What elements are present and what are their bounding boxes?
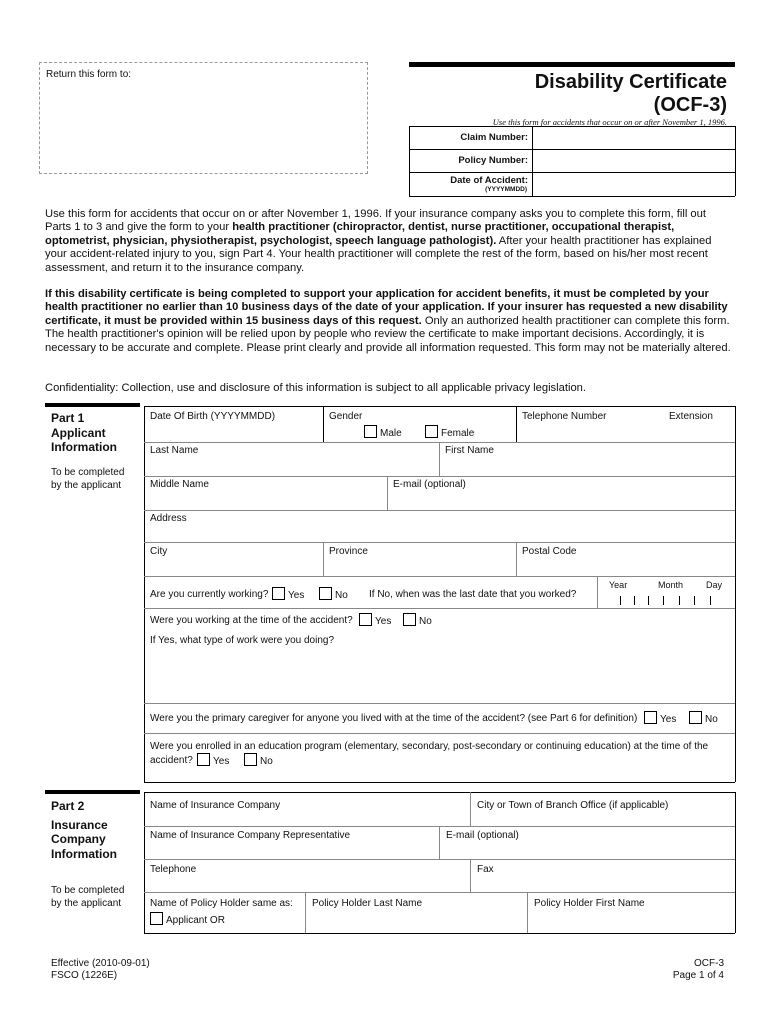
requirements-text: Only an authorized health practitioner can complete this form. The health practitioner's opinion will be relied upon by people who review the certificate to make important decisions. Accordingly, it is necessary to be accurate and complete. Please print clearly and provide all information requested. This form may not be materially altered. [45, 314, 731, 354]
no-label: No [705, 714, 718, 725]
title-bar [409, 62, 735, 67]
divider [144, 406, 145, 782]
divider [144, 792, 145, 933]
divider [144, 703, 735, 704]
female-checkbox[interactable] [425, 425, 438, 438]
divider [735, 792, 736, 933]
date-of-accident-field[interactable] [535, 174, 732, 194]
education-question: Were you enrolled in an education program (elementary, secondary, post-secondary or continuing education) at the time of the [150, 741, 709, 752]
divider [144, 542, 735, 543]
yes-label: Yes [288, 590, 305, 601]
part1-bar [45, 403, 140, 407]
date-of-accident-label: Date of Accident: [450, 175, 528, 186]
middle-name-label: Middle Name [150, 479, 209, 490]
divider [387, 476, 388, 510]
return-address-box [39, 62, 368, 174]
form-title: Disability Certificate [534, 71, 727, 93]
no-label: No [335, 590, 348, 601]
claim-number-label: Claim Number: [460, 132, 528, 143]
working-at-accident-yes[interactable] [359, 613, 391, 627]
divider [144, 476, 735, 477]
intro-paragraph [45, 208, 731, 275]
intro-text-bold: health practitioner (chiropractor, dentist, nurse practitioner, occupational therapist, optometrist, physician, physiotherapist, psychologist, speech language pathologist). [45, 221, 675, 247]
no-label: No [419, 616, 432, 627]
policy-number-label: Policy Number: [458, 155, 528, 166]
yes-checkbox[interactable] [644, 711, 657, 724]
yes-checkbox[interactable] [359, 613, 372, 626]
address-label: Address [150, 513, 187, 524]
male-checkbox[interactable] [364, 425, 377, 438]
claim-number-field[interactable] [535, 128, 732, 148]
divider [597, 576, 598, 608]
divider [144, 792, 735, 793]
no-label: No [260, 756, 273, 767]
applicant-or-label: Applicant OR [166, 915, 225, 926]
male-option[interactable] [364, 425, 402, 439]
no-checkbox[interactable] [319, 587, 332, 600]
first-name-label: First Name [445, 445, 494, 456]
part2-title [51, 799, 117, 861]
type-of-work-field[interactable] [147, 648, 732, 700]
divider [323, 406, 324, 442]
fsco-code: FSCO (1226E) [51, 970, 118, 981]
divider [439, 442, 440, 476]
date-digit-tick [620, 596, 621, 605]
form-id: OCF-3 [694, 958, 724, 969]
no-checkbox[interactable] [403, 613, 416, 626]
day-label: Day [706, 580, 723, 590]
education-yes[interactable] [197, 753, 229, 767]
date-of-birth-label: Date Of Birth (YYYYMMDD) [150, 411, 276, 422]
policy-number-field[interactable] [535, 151, 732, 171]
part2-subtitle [51, 885, 124, 910]
no-checkbox[interactable] [689, 711, 702, 724]
divider [144, 733, 735, 734]
telephone-label: Telephone [150, 864, 197, 875]
date-digit-tick [679, 596, 680, 605]
month-label: Month [658, 580, 684, 590]
working-at-accident-no[interactable] [403, 613, 432, 627]
no-checkbox[interactable] [244, 753, 257, 766]
divider [527, 892, 528, 933]
divider [409, 126, 735, 127]
part2-bar [45, 790, 140, 794]
policy-holder-same-as-label: Name of Policy Holder same as: [150, 898, 293, 909]
part2-subtitle-line: by the applicant [51, 897, 122, 909]
date-digit-tick [694, 596, 695, 605]
part1-title-line: Part 1 [51, 411, 85, 425]
divider [532, 126, 533, 196]
province-label: Province [329, 546, 368, 557]
yes-label: Yes [660, 714, 677, 725]
requirements-text-bold: If this disability certificate is being completed to support your application for accident benefits, it must be completed by your health practitioner no earlier than 10 business days of the date of your application. If your insurer has requested a new disability certificate, it must be provided within 15 business days of this request. [45, 288, 728, 327]
divider [735, 126, 736, 196]
date-digit-tick [648, 596, 649, 605]
primary-caregiver-yes[interactable] [644, 711, 676, 725]
representative-label: Name of Insurance Company Representative [150, 830, 351, 841]
male-label: Male [380, 428, 402, 439]
divider [144, 576, 735, 577]
divider [144, 510, 735, 511]
divider [144, 608, 735, 609]
divider [409, 149, 735, 150]
last-date-worked-question: If No, when was the last date that you worked? [369, 589, 577, 600]
primary-caregiver-no[interactable] [689, 711, 718, 725]
date-digit-tick [663, 596, 664, 605]
form-code: (OCF-3) [653, 94, 727, 116]
yes-checkbox[interactable] [197, 753, 210, 766]
divider [144, 892, 735, 893]
effective-date: Effective (2010-09-01) [51, 958, 150, 969]
confidentiality-notice: Confidentiality: Collection, use and disclosure of this information is subject to all applicable privacy legislation. [45, 382, 587, 394]
yes-checkbox[interactable] [272, 587, 285, 600]
divider [409, 172, 735, 173]
divider [144, 782, 735, 783]
part1-title-line: Information [51, 440, 117, 454]
part2-title-line: Information [51, 846, 117, 861]
divider [409, 126, 410, 196]
extension-label: Extension [669, 411, 713, 422]
divider [470, 859, 471, 892]
divider [735, 406, 736, 782]
email-label: E-mail (optional) [393, 479, 466, 490]
return-to-label: Return this form to: [46, 69, 132, 80]
intro-text: Use this form for accidents that occur on or after November 1, 1996. If your insurance company asks you to complete this form, fill out Parts 1 to 3 and give the form to your [45, 208, 706, 234]
email-label: E-mail (optional) [446, 830, 519, 841]
page-number: Page 1 of 4 [672, 970, 724, 981]
part1-subtitle [51, 467, 124, 492]
currently-working-question: Are you currently working? [150, 589, 269, 600]
part1-subtitle-line: by the applicant [51, 479, 122, 491]
divider [409, 196, 735, 197]
yes-label: Yes [375, 616, 392, 627]
divider [144, 406, 735, 407]
city-label: City [150, 546, 168, 557]
primary-caregiver-question: Were you the primary caregiver for anyone you lived with at the time of the accident? (see Part 6 for definition) [150, 713, 638, 724]
currently-working-yes[interactable] [272, 587, 304, 601]
part2-title-line: Company [51, 832, 106, 846]
divider [470, 792, 471, 826]
currently-working-no[interactable] [319, 587, 348, 601]
divider [305, 892, 306, 933]
divider [144, 859, 735, 860]
policy-holder-last-name-label: Policy Holder Last Name [312, 898, 423, 909]
telephone-label: Telephone Number [522, 411, 607, 422]
education-question-cont: accident? [150, 755, 193, 766]
working-at-accident-question: Were you working at the time of the accident? [150, 615, 353, 626]
applicant-checkbox[interactable] [150, 912, 163, 925]
education-no[interactable] [244, 753, 273, 767]
gender-label: Gender [329, 411, 363, 422]
applicant-or-option[interactable] [150, 912, 225, 926]
date-digit-tick [710, 596, 711, 605]
insurance-company-label: Name of Insurance Company [150, 800, 281, 811]
female-label: Female [441, 428, 475, 439]
part2-subtitle-line: To be completed [51, 885, 125, 896]
year-label: Year [609, 580, 628, 590]
fax-label: Fax [477, 864, 494, 875]
policy-holder-first-name-label: Policy Holder First Name [534, 898, 645, 909]
date-digit-tick [634, 596, 635, 605]
divider [439, 826, 440, 859]
intro-text: After your health practitioner has explained your accident-related injury to you, sign Part 4. Your health practitioner will complete the rest of the form, based on his/her most recent assessment, and return it to the insurance company. [45, 234, 712, 274]
requirements-paragraph [45, 288, 731, 355]
part1-title [51, 411, 117, 455]
date-format-hint: (YYYYMMDD) [485, 186, 527, 193]
part1-title-line: Applicant [51, 425, 106, 440]
divider [516, 406, 517, 442]
part2-title-line: Part 2 [51, 799, 85, 813]
part2-title-line: Insurance [51, 817, 108, 832]
form-subtitle: Use this form for accidents that occur on or after November 1, 1996. [492, 117, 727, 127]
last-name-label: Last Name [150, 445, 199, 456]
divider [144, 933, 735, 934]
part1-subtitle-line: To be completed [51, 467, 125, 478]
branch-office-label: City or Town of Branch Office (if applicable) [477, 800, 669, 811]
yes-label: Yes [213, 756, 230, 767]
divider [516, 542, 517, 576]
female-option[interactable] [425, 425, 474, 439]
divider [323, 542, 324, 576]
type-of-work-question: If Yes, what type of work were you doing? [150, 635, 334, 646]
postal-code-label: Postal Code [522, 546, 577, 557]
